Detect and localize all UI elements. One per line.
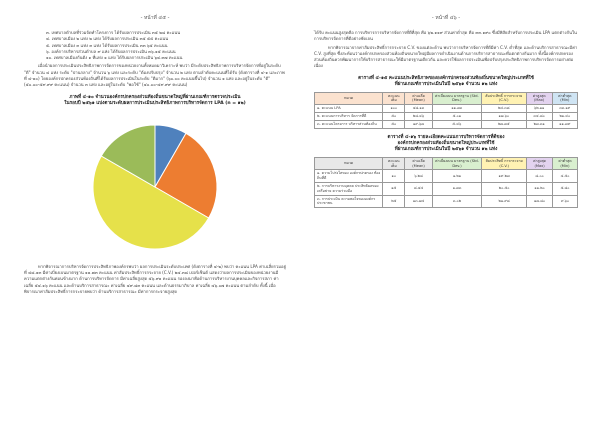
header-cv: สัมประสิทธิ์ การกระจาย (C.V.) [481,92,526,105]
table-header-row [315,157,578,170]
table-cell: ๒๘.๔๖ [405,112,433,120]
table-row [315,170,578,183]
table-cell: ๑.๒๑ [432,170,481,183]
list-item: ๖. องค์การบริหารส่วนตำบล ๙ แห่ง ได้รับผลการประเมิน ๓๖.๑๕ คะแนน [46,48,176,54]
table-cell: ๔๘.๑๓ [405,105,433,113]
right-middle-paragraph: หากพิจารณาจากค่าสัมประสิทธิ์การกระจาย C.V. ของแต่ละด้าน พบว่าการบริหารจัดการที่ดีมีค่า C.V. ต่ำที่สุด และด้านบริการสาธารณะมีค่า C.V. สูงที่สุด ซึ่งสะท้อนว่าองค์กรปกครองส่วนท้องถิ่นขนาดใหญ่มีผลการดำเนินงานด้านการบริการสาธารณะที่แตกต่างกันมาก ทั้งนี้องค์กรปกครองส่วนท้องถิ่นควรพัฒนาการให้บริการสาธารณะให้มีมาตรฐานเดียวกัน และควรใช้ผลการประเมินเพื่อปรับปรุงประสิทธิภาพการบริหารจัดการอย่างต่อเนื่อง [314,44,578,69]
table-cell: ๘.๐๐ [527,170,553,183]
table-cell: ๑๑.๗๓ [432,105,481,113]
pie-chart [55,112,255,262]
table-row [315,195,578,208]
table-cell: ๕๐ [383,112,405,120]
table-cell: ๑๙.๖๗ [405,120,433,128]
table-2-caption-line-1: ตารางที่ ๔-๑๖ รายละเอียดคะแนนการบริหารจัดการที่ดีของ [387,134,505,140]
table-cell: ๑๐ [383,170,405,183]
table-cell: ๒. การบริหารงานบุคคล ประสิทธิผลของ เครือข่าย ความร่วมมือ [315,182,383,195]
table-cell: ๑๐๐ [383,105,405,113]
table-cell: ๕๐ [383,120,405,128]
table-cell: ๑๑.๒๐ [527,182,553,195]
header-min: ค่าต่ำสุด (Min) [552,92,577,105]
pie-chart-container [55,112,255,262]
table-cell: ๑. ความโปร่งใสของ องค์กรปกครอง ท้องถิ่นที่ดี [315,170,383,183]
table-cell: ๒. คะแนนการบริหาร จัดการที่ดี [315,112,383,120]
list-item: ๔. เทศบาลเมือง ๒ แห่ง ๒ แห่ง ได้รับผลการประเมิน ๓๕ ๕๕ คะแนน [46,36,169,42]
table-cell: ๑๑.๗๙ [552,120,577,128]
table-cell: ๑๓.๗๔ [405,195,433,208]
table-cell: ๕.๘๐ [553,182,578,195]
table-cell: ๒๗.๓๑ [526,120,552,128]
figure-caption-line-1: ภาพที่ ๔-๑๐ จำนวนองค์กรปกครองส่วนท้องถิ่นขนาดใหญ่ที่ผ่านเกณฑ์การตรวจประเมิน [69,94,241,100]
header-full-score: คะแนน เต็ม [383,157,405,170]
table-cell: ๒๔.๓๘ [481,105,526,113]
table-cell: ๙.๖๐ [553,195,578,208]
table-cell: ๖.๒๘ [405,170,433,183]
table-2-caption-line-3: ที่ผ่านเกณฑ์การประเมินในปี ๒๕๖๑ จำนวน ๑๒ แห่ง [394,147,498,153]
table-cell: ๑๙.๒๗ [482,170,527,183]
list-item: ๕. เทศบาลเมือง ๓ แห่ง ๓ แห่ง ได้รับผลการประเมิน ๓๓ ๖๕ คะแนน [46,42,168,48]
table-header-row [315,92,578,105]
result-list [24,30,286,61]
table-cell: ๓. การประเมิน ความพอใจขององค์กร ประชาชน [315,195,383,208]
right-page-number: - หน้าที่ ๔๖ - [431,15,461,21]
table-cell: ๓. คะแนนโครงการ บริหารส่วนท้องถิ่น [315,120,383,128]
header-item: หมวด [315,157,383,170]
header-item: หมวด [315,92,383,105]
table-cell: ๒๑.๙๘ [482,195,527,208]
header-min: ค่าต่ำสุด (Min) [553,157,578,170]
table-1-caption [314,76,578,89]
header-mean: ค่าเฉลี่ย (Mean) [405,157,433,170]
left-page-number: - หน้าที่ ๔๕ - [140,15,170,21]
table-cell: ๒๗.๗๕ [481,120,526,128]
score-table-2 [314,157,578,208]
table-cell: ๒๐.๕๐ [482,182,527,195]
figure-caption [24,95,286,108]
figure-caption-line-2: ในรอบปี ๒๕๖๑ แบ่งตามระดับผลการประเมินประสิทธิภาพการบริหารจัดการ LPA (n = ๑๒) [64,101,246,107]
table-cell: ๖๒.๑๑ [526,105,552,113]
list-item: ๑๐. เทศบาลเมืองกันตัง ๑ ที่แห่ง ๑ แห่ง ได้รับผลการประเมิน ๖๔.๓๗ คะแนน [46,55,183,61]
intro-paragraph: เมื่อนำผลการประเมินประสิทธิภาพการจัดการของหน่วยงานทั้งหมดมาวิเคราะห์ พบว่า มีระดับประสิทธิภาพการบริหารจัดการที่อยู่ในระดับ "ดี" จำนวน ๔ แห่ง ระดับ "ปานกลาง" จำนวน ๖ แห่ง และระดับ "ต้องปรับปรุง" จำนวน ๒ แห่ง ตามลำดับคะแนนที่ได้รับ (ดังตารางที่ ๔-๑ และภาพที่ ๔-๑๐) โดยองค์กรปกครองส่วนท้องถิ่นที่ได้รับผลการประเมินในระดับ "ดีมาก" (๖๐.๐๐ คะแนนขึ้นไป) จำนวน ๑ แห่ง และอยู่ในระดับ "ดี" (๕๐.๐๐-๕๙.๙๙ คะแนน) จำนวน ๓ แห่ง และอยู่ในระดับ "พอใช้" (๔๐.๐๐-๔๙.๙๙ คะแนน) [24,63,285,88]
header-std-dev: ค่าเบี่ยงเบน มาตรฐาน (Std. Dev.) [432,157,481,170]
header-cv: สัมประสิทธิ์ การกระจาย (C.V.) [482,157,527,170]
right-page [300,0,600,424]
table-cell: ๓๔.๘๐ [526,112,552,120]
table-cell: ๓.๐๒ [432,195,481,208]
header-max: ค่าสูงสุด (Max) [526,92,552,105]
table-cell: ๒๕ [383,195,405,208]
table-cell: ๑๗.๖๐ [481,112,526,120]
table-cell: ๘.๔๔ [405,182,433,195]
table-cell: ๕.๐๑ [432,112,481,120]
header-full-score: คะแนน เต็ม [383,92,405,105]
table-cell: ๔.๕๐ [553,170,578,183]
table-row [315,112,578,120]
table-cell: ๒๑.๔๐ [552,112,577,120]
table-1-caption-line-2: ที่ผ่านเกณฑ์การประเมินในปี ๒๕๖๑ จำนวน ๑๒ แห่ง [394,82,498,88]
table-cell: ๕.๔๖ [432,120,481,128]
table-row [315,182,578,195]
header-std-dev: ค่าเบี่ยงเบน มาตรฐาน (Std. Dev.) [432,92,481,105]
table-cell: ๑.๗๓ [432,182,481,195]
table-2-caption-line-2: องค์กรปกครองส่วนท้องถิ่นขนาดใหญ่ประเภทที่ใช้ [397,140,495,146]
right-top-paragraph: ได้รับ คะแนนสูงสุดคือ การบริหารการบริหารจัดการที่ดีที่สุด คือ ๖๒.๑๑๙ ส่วนค่าต่ำสุด คือ ๓๓.๑๙๐ ซึ่งมีพิสัยสำหรับการประเมิน LPA แตกต่างกันในการบริหารจัดการที่ดีอย่างชัดเจน [314,30,577,42]
table-cell: ๓๓.๑๙ [552,105,577,113]
header-max: ค่าสูงสุด (Max) [527,157,553,170]
table-cell: ๑๕ [383,182,405,195]
table-cell: ๑. คะแนน LPA [315,105,383,113]
table-2-caption [314,135,578,154]
table-1-caption-line-1: ตารางที่ ๔-๑๕ คะแนนประสิทธิภาพขององค์กรปกครองส่วนท้องถิ่นขนาดใหญ่ประเภทที่ใช้ [358,75,534,81]
table-row [315,105,578,113]
list-item: ๓. เทศบาลตำบลที่ร่วมจัดทำโครงการ ได้รับผลการประเมิน ๓๕ ๒๘ คะแนน [46,30,181,35]
table-cell: ๑๗.๘๐ [527,195,553,208]
score-table-1 [314,92,578,129]
table-row [315,120,578,128]
header-mean: ค่าเฉลี่ย (Mean) [405,92,433,105]
bottom-paragraph: หากพิจารณาการบริหารจัดการประสิทธิภาพองค์กรพบว่า ผลการประเมินระดับประเทศ (ดังตารางที่ ๔-๒) พบว่า คะแนน LPA ค่าเฉลี่ยรวมอยู่ที่ ๔๘.๑๓ มีค่าเบี่ยงเบนมาตรฐาน ๑๑.๗๓ คะแนน ค่าสัมประสิทธิ์การกระจาย (C.V.) ๒๔.๓๘ เปอร์เซ็นต์ แสดงว่าผลการประเมินของหน่วยงานมีความแตกต่างกันค่อนข้างมาก ด้านการบริหารจัดการ มีค่าเฉลี่ยสูงสุด ๕๖.๙๑ คะแนน รองลงมาคือด้านการบริหารงานบุคคลและกิจการสภา ค่าเฉลี่ย ๕๔.๑๖ คะแนน และด้านบริการสาธารณะ ค่าเฉลี่ย ๔๙.๘๓ คะแนน และด้านธรรมาภิบาล ค่าเฉลี่ย ๔๖.๐๗ คะแนน ตามลำดับ ทั้งนี้ เมื่อพิจารณาค่าสัมประสิทธิ์การกระจายพบว่า ด้านบริการสาธารณะ มีค่าการกระจายสูงสุด [24,263,286,295]
